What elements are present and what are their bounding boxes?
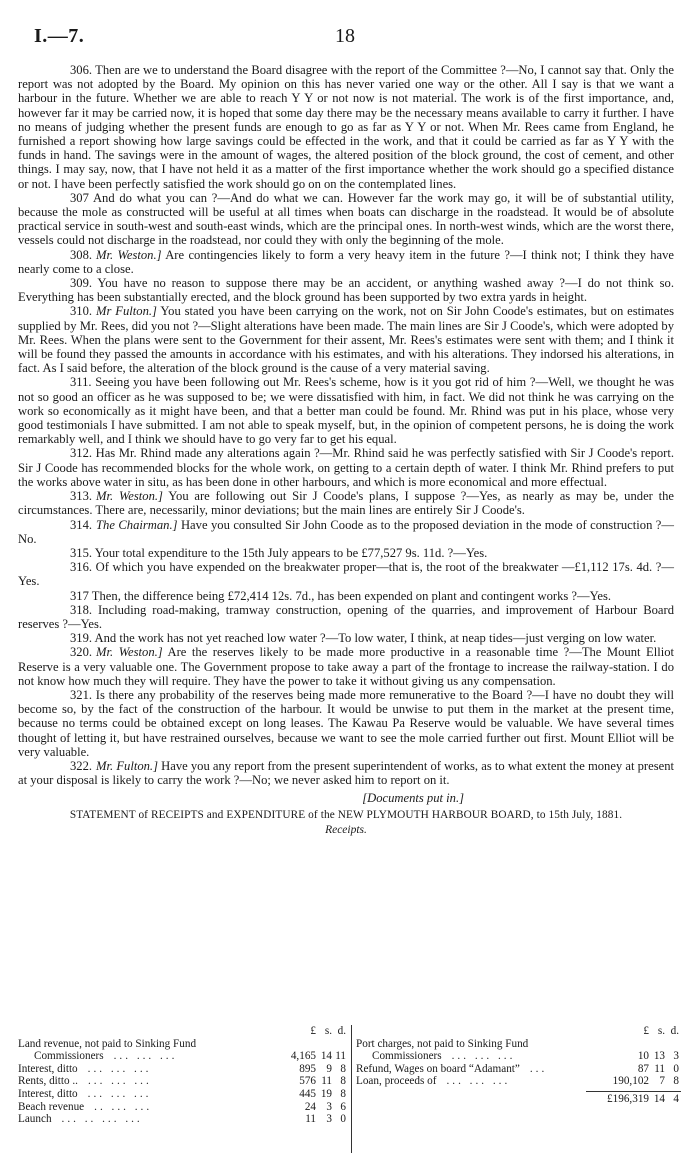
statement-title: STATEMENT of RECEIPTS and EXPENDITURE of the NEW PLYMOUTH HARBOUR BOARD, to 15th July, 1881.: [69, 808, 623, 821]
leader-dots: ... ... ...: [113, 1050, 178, 1063]
amount-pounds: 4,165: [290, 1050, 316, 1063]
paragraph-text: 321. Is there any probability of the reserves being made more remunerative to the Board ?—I have no doubt they will become so, by the fact of the construction of the harbour. It would be unwise to put them in the market at the present time, because no terms could be obtained except on long leases. The Kawau Pa Reserve would be valuable. We have several times thought of letting it, but have restrained ourselves, because we want to see the mole carried further out first. Mount Elliot will be very valuable.: [18, 687, 674, 759]
amount-shillings: 9: [326, 1062, 332, 1075]
paragraph-text: 309. You have no reason to suppose there may be an accident, or anything washed away ?—I do not think so. Everything has been substantially erected, and the block ground has been supported by two extra yards in height.: [18, 276, 674, 305]
ledger-label: Commissioners ... ... ...: [372, 1050, 516, 1063]
amount-shillings: 7: [659, 1075, 665, 1088]
ledger-label: Refund, Wages on board “Adamant” ...: [356, 1062, 548, 1075]
question-number: 322.: [70, 758, 93, 773]
leader-dots: ... ... ...: [87, 1075, 152, 1088]
amount-shillings: 13: [653, 1050, 665, 1063]
evidence-text: [18, 63, 674, 837]
ledger-label: Port charges, not paid to Sinking Fund: [356, 1037, 529, 1050]
ledger-row: [18, 1101, 348, 1114]
ledger-row: [356, 1075, 681, 1088]
amount-pounds: 24: [304, 1100, 316, 1113]
ledger-row: [18, 1063, 348, 1076]
speaker-name: Mr. Fulton.]: [96, 758, 158, 773]
ledger-label: Loan, proceeds of ... ... ...: [356, 1075, 511, 1088]
question-paragraph: [18, 375, 674, 446]
leader-dots: ...: [529, 1062, 548, 1075]
amount-pence: 8: [673, 1075, 679, 1088]
amount-shillings: 3: [326, 1113, 332, 1126]
paragraph-text: Have you consulted Sir John Coode as to the proposed deviation in the mode of construction ?—No.: [18, 517, 674, 546]
leader-dots: ... ... ...: [451, 1050, 516, 1063]
leader-dots: ... ... ...: [87, 1062, 152, 1075]
ledger-right-column: [351, 1025, 681, 1153]
amount-shillings: 19: [320, 1087, 332, 1100]
paragraph-text: 318. Including road-making, tramway construction, opening of the quarries, and improvement of Harbour Board reserves ?—Yes.: [18, 602, 674, 631]
ledger-label: Land revenue, not paid to Sinking Fund: [18, 1037, 197, 1050]
amount-pounds: 445: [299, 1087, 316, 1100]
question-number: 308.: [70, 247, 93, 262]
question-paragraph: [18, 546, 674, 560]
amount-pounds: 10: [637, 1050, 649, 1063]
ledger-row: [18, 1050, 348, 1063]
currency-header-right: £ s. d.: [643, 1025, 679, 1037]
question-paragraph: [18, 276, 674, 304]
question-paragraph: [18, 603, 674, 631]
amount-shillings: 11: [654, 1062, 665, 1075]
question-paragraph: [18, 645, 674, 688]
paragraph-text: 312. Has Mr. Rhind made any alterations again ?—Mr. Rhind said he was perfectly satisfied with Sir J Coode's report. Sir J Coode has recommended blocks for the whole work, on getting to a certain depth of water. I think Mr. Rhind prefers to put the works above water in situ, as has been done in other harbours, and which is more economical and more effectual.: [18, 446, 674, 489]
leader-dots: ... .. ... ...: [61, 1113, 143, 1126]
question-paragraph: [18, 589, 674, 603]
amount-pence: 8: [340, 1075, 346, 1088]
speaker-name: The Chairman.]: [96, 517, 178, 532]
total-pounds: £196,319: [607, 1092, 649, 1105]
currency-header-left: £ s. d.: [310, 1025, 346, 1037]
ledger-label: Rents, ditto .. ... ... ...: [18, 1075, 152, 1088]
ledger-total-row: [586, 1091, 681, 1106]
paragraph-text: Are the reserves likely to be made more productive in a reasonable time ?—The Mount Elliot Reserve is a very valuable one. The Government propose to take away a part of the frontage to increase the railway-station. I do not know how much they will require. They have the power to take it without giving us any compensation.: [18, 645, 674, 688]
amount-shillings: 11: [321, 1075, 332, 1088]
amount-pounds: 895: [299, 1062, 316, 1075]
amount-pence: 6: [340, 1100, 346, 1113]
question-paragraph: [18, 446, 674, 489]
amount-pence: 8: [340, 1062, 346, 1075]
ledger-row: [356, 1038, 681, 1051]
paragraph-text: 319. And the work has not yet reached low water ?—To low water, I think, at neap tides—just verging on low water.: [70, 631, 657, 646]
leader-dots: ... ... ...: [87, 1087, 152, 1100]
amount-shillings: 3: [326, 1100, 332, 1113]
question-number: 320.: [70, 645, 93, 660]
paragraph-text: Have you any report from the present superintendent of works, as to what extent the money at present at your disposal is likely to carry the work ?—No; we never asked him to report on it.: [18, 758, 674, 788]
section-reference: I.—7.: [34, 25, 85, 47]
question-paragraph: [18, 489, 674, 517]
paragraph-text: 316. Of which you have expended on the breakwater proper—that is, the root of the breakwater —£1,112 17s. 4d. ?—Yes.: [18, 560, 674, 589]
speaker-name: Mr. Weston.]: [96, 247, 162, 262]
amount-shillings: 14: [320, 1050, 332, 1063]
ledger-label: Launch ... .. ... ...: [18, 1113, 143, 1126]
ledger-label: Interest, ditto ... ... ...: [18, 1087, 152, 1100]
speaker-name: Mr Fulton.]: [96, 304, 157, 319]
question-number: 310.: [70, 304, 93, 319]
amount-pounds: 11: [305, 1113, 316, 1126]
page-number: 18: [335, 25, 355, 47]
amount-pence: 11: [335, 1050, 346, 1063]
question-number: 313.: [70, 489, 93, 504]
amount-pence: 0: [673, 1062, 679, 1075]
ledger-row: [356, 1063, 681, 1076]
documents-note: [Documents put in.]: [362, 791, 464, 806]
receipts-ledger: [18, 1025, 678, 1165]
paragraph-text: You stated you have been carrying on the work, not on Sir John Coode's estimates, but on estimates supplied by Mr. Rees, did you not ?—Slight alterations have been made. The main lines are Sir J Coode's, which were adopted by Mr. Rees. When the plans were sent to the Government for their assent, Mr. Rees's estimates were sent with them; and I think it will be found they passed the amounts in accordance with his estimates, and with his alterations. They indorsed his alterations, in fact. As I said before, the alteration of the block ground is the cause of a very material saving.: [18, 304, 674, 376]
ledger-row: [18, 1088, 348, 1101]
ledger-left-column: [18, 1025, 348, 1126]
question-paragraph: [18, 560, 674, 588]
paragraph-text: 306. Then are we to understand the Board disagree with the report of the Committee ?—No, I cannot say that. Only the report was not adopted by the Board. My opinion on this has never varied one way or the other. All I say is that we want a harbour in the future. Whether we are able to reach Y Y or not now is not material. The work is of the first importance, and, however far it may be carried now, it is hoped that some day there may be the necessary means available to carry it further. I have no means of judging whether the present funds are enough to go as far as Y Y or not. When Mr. Rees came from England, he furnished a report showing how large savings could be effected in the work, and that it could be carried as far as Y Y with the funds in hand. The savings were in the amount of wages, the altered position of the block ground, the cost of cement, and other things. I may say, now, that I have not held it as a matter of the first importance whether the work should go a specified distance or not. I have been perfectly satisfied the work should go on on the contemplated lines.: [18, 63, 674, 191]
amount-pounds: 576: [299, 1075, 316, 1088]
leader-dots: .. ... ...: [94, 1100, 153, 1113]
question-paragraph: [18, 191, 674, 248]
speaker-name: Mr. Weston.]: [96, 645, 163, 660]
paragraph-text: 317 Then, the difference being £72,414 12s. 7d., has been expended on plant and contingent works ?—Yes.: [70, 588, 612, 603]
paragraph-text: 315. Your total expenditure to the 15th July appears to be £77,527 9s. 11d. ?—Yes.: [70, 545, 488, 560]
paragraph-text: Are contingencies likely to form a very heavy item in the future ?—I think not; I think they have nearly come to a close.: [18, 247, 674, 276]
question-paragraph: [18, 631, 674, 645]
ledger-row: [356, 1050, 681, 1063]
question-paragraph: [18, 518, 674, 546]
statement-subtitle: Receipts.: [325, 823, 367, 836]
paragraph-text: You are following out Sir J Coode's plans, I suppose ?—Yes, as nearly as may be, under the circumstances. There are, necessarily, minor deviations; but the main lines are entirely Sir J Coode's.: [18, 489, 674, 518]
amount-pounds: 190,102: [612, 1075, 649, 1088]
question-paragraph: [18, 63, 674, 191]
ledger-row: [18, 1075, 348, 1088]
amount-pounds: 87: [637, 1062, 649, 1075]
ledger-label: Commissioners ... ... ...: [34, 1050, 178, 1063]
ledger-label: Beach revenue .. ... ...: [18, 1100, 153, 1113]
leader-dots: ... ... ...: [446, 1075, 511, 1088]
speaker-name: Mr. Weston.]: [96, 489, 163, 504]
question-number: 314.: [70, 517, 93, 532]
ledger-label: Interest, ditto ... ... ...: [18, 1062, 152, 1075]
total-pence: 4: [673, 1092, 679, 1105]
ledger-row: [18, 1113, 348, 1126]
ledger-row: [18, 1038, 348, 1051]
paragraph-text: 311. Seeing you have been following out Mr. Rees's scheme, how is it you got rid of him ?—Well, we thought he was not so good an officer as he was supposed to be; we were dissatisfied with him, in fact. We did not think he was carrying on the work so economically as it might have been, and that a better man could be found. Mr. Rhind was put in his place, whose very good testimonials I have submitted. I am not able to speak myself, but, in the opinion of competent persons, he is doing the work remarkably well, and I think we should have to go very far to get his equal.: [18, 375, 674, 447]
total-shillings: 14: [653, 1092, 665, 1105]
question-paragraph: [18, 304, 674, 375]
question-paragraph: [18, 759, 674, 787]
question-paragraph: [18, 248, 674, 276]
amount-pence: 3: [673, 1050, 679, 1063]
paragraph-text: 307 And do what you can ?—And do what we can. However far the work may go, it will be of substantial utility, because the mole as constructed will be useful at all times when boats can discharge in the roadstead. It would be of absolute practical service in south-west and south-east winds, which are the principal ones. In north-west winds, which are the worst there, vessels could not discharge in the roadstead, nor could they with only the beginning of the mole.: [18, 190, 674, 248]
question-paragraph: [18, 688, 674, 759]
amount-pence: 8: [340, 1087, 346, 1100]
amount-pence: 0: [340, 1113, 346, 1126]
